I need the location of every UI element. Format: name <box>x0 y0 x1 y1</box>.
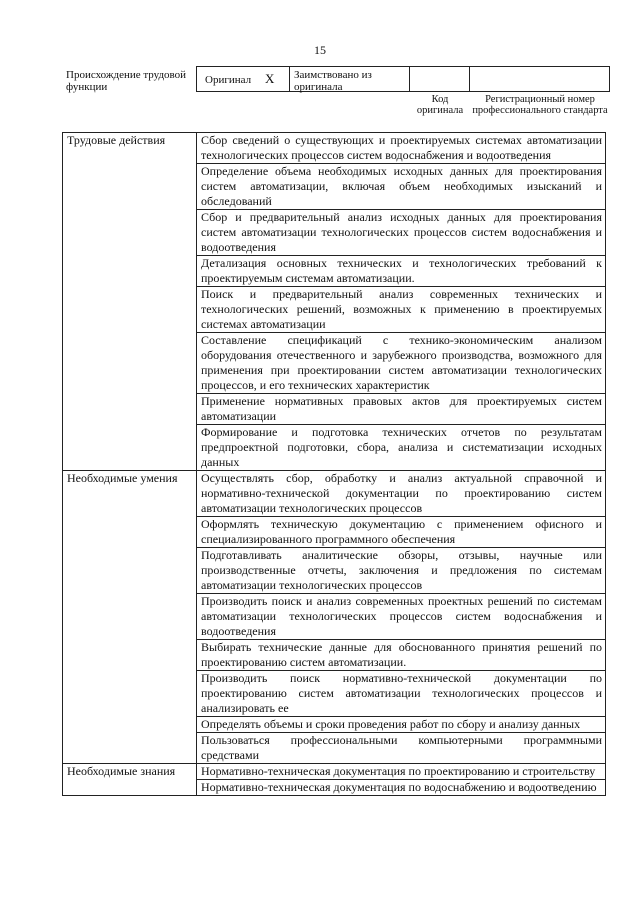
table-cell: Пользоваться профессиональными компьютерными программными средствами <box>197 733 606 764</box>
registration-cell <box>470 66 610 92</box>
table-cell: Применение нормативных правовых актов для проектируемых систем автоматизации <box>197 394 606 425</box>
table-cell: Сбор сведений о существующих и проектируемых системах автоматизации технологических процессов систем водоснабжения и водоотведения <box>197 133 606 164</box>
table-cell: Производить поиск и анализ современных проектных решений по системам автоматизации технологических процессов систем водоснабжения и водоотведения <box>197 594 606 640</box>
functions-table <box>62 132 606 796</box>
table-row <box>63 133 606 164</box>
code-cell <box>410 66 470 92</box>
table-cell: Подготавливать аналитические обзоры, отзывы, научные или производственные отчеты, заключения и предложения по системам автоматизации технологических процессов <box>197 548 606 594</box>
table-row <box>63 471 606 517</box>
original-label: Оригинал <box>205 74 252 86</box>
table-cell: Выбирать технические данные для обоснованного принятия решений по проектированию систем автоматизации. <box>197 640 606 671</box>
table-cell: Сбор и предварительный анализ исходных данных для проектирования систем автоматизации технологических процессов систем водоснабжения и водоотведения <box>197 210 606 256</box>
table-cell: Составление спецификаций с технико-экономическим анализом оборудования отечественного и зарубежного производства, возможного для применения при проектировании систем автоматизации технологических процессов, и его технических характеристик <box>197 333 606 394</box>
section-title: Трудовые действия <box>63 133 197 471</box>
registration-caption: Регистрационный номер профессионального стандарта <box>472 94 608 116</box>
table-cell: Определение объема необходимых исходных данных для проектирования систем автоматизации, включая объем необходимых изысканий и обследований <box>197 164 606 210</box>
table-cell: Нормативно-техническая документация по водоснабжению и водоотведению <box>197 780 606 796</box>
page-number: 15 <box>314 43 326 57</box>
code-caption: Код оригинала <box>416 94 464 116</box>
borrowed-cell <box>290 66 410 92</box>
borrowed-label: Заимствовано из оригинала <box>294 69 372 93</box>
section-title: Необходимые умения <box>63 471 197 764</box>
table-cell: Оформлять техническую документацию с применением офисного и специализированного программного обеспечения <box>197 517 606 548</box>
table-cell: Формирование и подготовка технических отчетов по результатам предпроектной подготовки, сбора, анализа и систематизации исходных данных <box>197 425 606 471</box>
table-cell: Детализация основных технических и технологических требований к проектируемым системам автоматизации. <box>197 256 606 287</box>
original-mark: X <box>265 71 275 86</box>
table-cell: Поиск и предварительный анализ современных технических и технологических решений, возможных к применению в проектируемых системах автоматизации <box>197 287 606 333</box>
table-cell: Осуществлять сбор, обработку и анализ актуальной справочной и нормативно-технической документации по проектированию систем автоматизации технологических процессов <box>197 471 606 517</box>
section-title: Необходимые знания <box>63 764 197 796</box>
table-cell: Производить поиск нормативно-технической документации по проектированию систем автоматизации технологических процессов и анализировать ее <box>197 671 606 717</box>
table-row <box>63 764 606 780</box>
table-cell: Определять объемы и сроки проведения работ по сбору и анализу данных <box>197 717 606 733</box>
origin-block <box>62 66 610 126</box>
origin-label: Происхождение трудовой функции <box>66 69 187 93</box>
table-cell: Нормативно-техническая документация по проектированию и строительству <box>197 764 606 780</box>
original-cell <box>196 66 290 92</box>
